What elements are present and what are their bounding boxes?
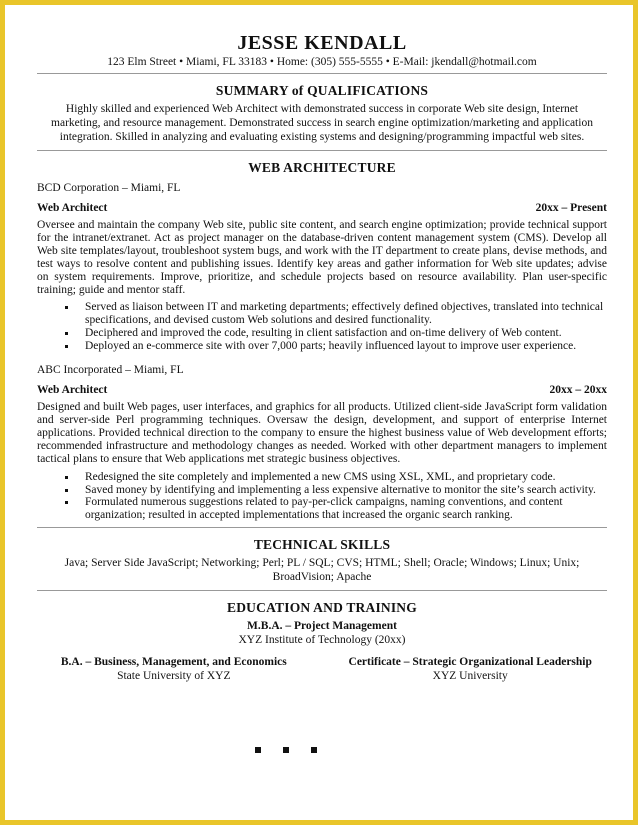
degree-columns <box>37 655 607 683</box>
skills-heading: TECHNICAL SKILLS <box>253 537 391 553</box>
degree-school: State University of XYZ <box>117 670 231 683</box>
summary-line: marketing, and resource management. Demonstrated success in search engine optimization/marketing and application <box>51 117 593 129</box>
degree-school: XYZ University <box>432 670 508 683</box>
skills-line: Java; Server Side JavaScript; Networking; Perl; PL / SQL; CVS; HTML; Shell; Oracle; Windows; Linux; Unix; <box>64 557 580 570</box>
job-dates: 20xx – 20xx <box>549 384 607 397</box>
skills-list <box>37 556 607 584</box>
skills-line: BroadVision; Apache <box>272 571 372 584</box>
achievement-item: Formulated numerous suggestions related to pay-per-click campaigns, naming conventions, and content organization; resulted in accepted implementations that increased the organic search ranking. <box>85 496 607 522</box>
candidate-name: JESSE KENDALL <box>237 32 407 54</box>
job-company: BCD Corporation – Miami, FL <box>37 182 181 194</box>
degree-title: Certificate – Strategic Organizational Leadership <box>348 656 592 669</box>
summary-heading: SUMMARY of QUALIFICATIONS <box>215 83 429 98</box>
divider <box>37 73 607 74</box>
job-dates: 20xx – Present <box>535 202 607 214</box>
page-indicator <box>255 747 317 753</box>
experience-heading: WEB ARCHITECTURE <box>248 160 396 175</box>
dot-icon <box>311 747 317 753</box>
dot-icon <box>283 747 289 753</box>
achievement-item: Served as liaison between IT and marketing departments; effectively defined objectives, translated into technical specifications, and devised custom Web solutions and desired functionality. <box>85 301 607 327</box>
contact-line: 123 Elm Street • Miami, FL 33183 • Home: (305) 555-5555 • E-Mail: jkendall@hotmail.com <box>107 56 537 68</box>
summary-line: integration. Skilled in analyzing and evaluating existing systems and designing/programming impactful web sites. <box>59 131 585 143</box>
achievement-item: Saved money by identifying and implementing a less expensive alternative to monitor the site’s search activity. <box>85 484 607 497</box>
resume-page <box>5 5 633 820</box>
achievement-item: Deployed an e-commerce site with over 7,000 parts; heavily influenced layout to improve user experience. <box>85 340 607 353</box>
job-role: Web Architect <box>37 384 108 397</box>
degree-title: B.A. – Business, Management, and Economics <box>60 656 287 669</box>
degree-left <box>37 655 311 683</box>
divider <box>37 150 607 151</box>
resume-sheet <box>37 31 607 683</box>
job-header <box>37 201 607 215</box>
job-description: Oversee and maintain the company Web site, public site content, and search engine optimization; provide technical support for the intranet/extranet. Act as project manager on the database-driven content management system (CMS). Develop all Web site templates/layout, troubleshoot system bugs, and work with the IT department to create plans, devise methods, and test ways to resolve content and publishing issues. Identify key areas and gather information for Web site updates; advise on system requirements. Improve, prioritize, and schedule projects based on resource availability. Plan user-specific training; guide and mentor staff. <box>37 219 607 296</box>
dot-icon <box>255 747 261 753</box>
job-company: ABC Incorporated – Miami, FL <box>37 364 184 377</box>
job-achievements <box>37 471 607 523</box>
summary-line: Highly skilled and experienced Web Architect with demonstrated success in corporate Web site design, Internet <box>65 103 579 115</box>
achievement-item: Deciphered and improved the code, resulting in client satisfaction and on-time delivery of Web content. <box>85 327 607 340</box>
summary-text <box>37 102 607 144</box>
degree-right <box>333 655 607 683</box>
job-description: Designed and built Web pages, user interfaces, and graphics for all products. Utilized client-side JavaScript form validation and server-side Perl programming techniques. Oversaw the design, development, and support of enterprise Internet applications. Provided technical direction to the company to ensure the highest business value of Web development efforts; recommended infrastructure and methodology changes as needed. Worked with other department managers to implement tactical plans to ensure that Web applications met strategic business objectives. <box>37 401 607 465</box>
education-heading: EDUCATION AND TRAINING <box>227 600 417 616</box>
divider <box>37 527 607 528</box>
degree-title: M.B.A. – Project Management <box>247 620 397 633</box>
job-achievements <box>37 301 607 353</box>
divider <box>37 590 607 591</box>
job-role: Web Architect <box>37 202 108 214</box>
job-header <box>37 383 607 397</box>
degree-school: XYZ Institute of Technology (20xx) <box>238 634 406 647</box>
achievement-item: Redesigned the site completely and implemented a new CMS using XSL, XML, and proprietary code. <box>85 471 607 484</box>
